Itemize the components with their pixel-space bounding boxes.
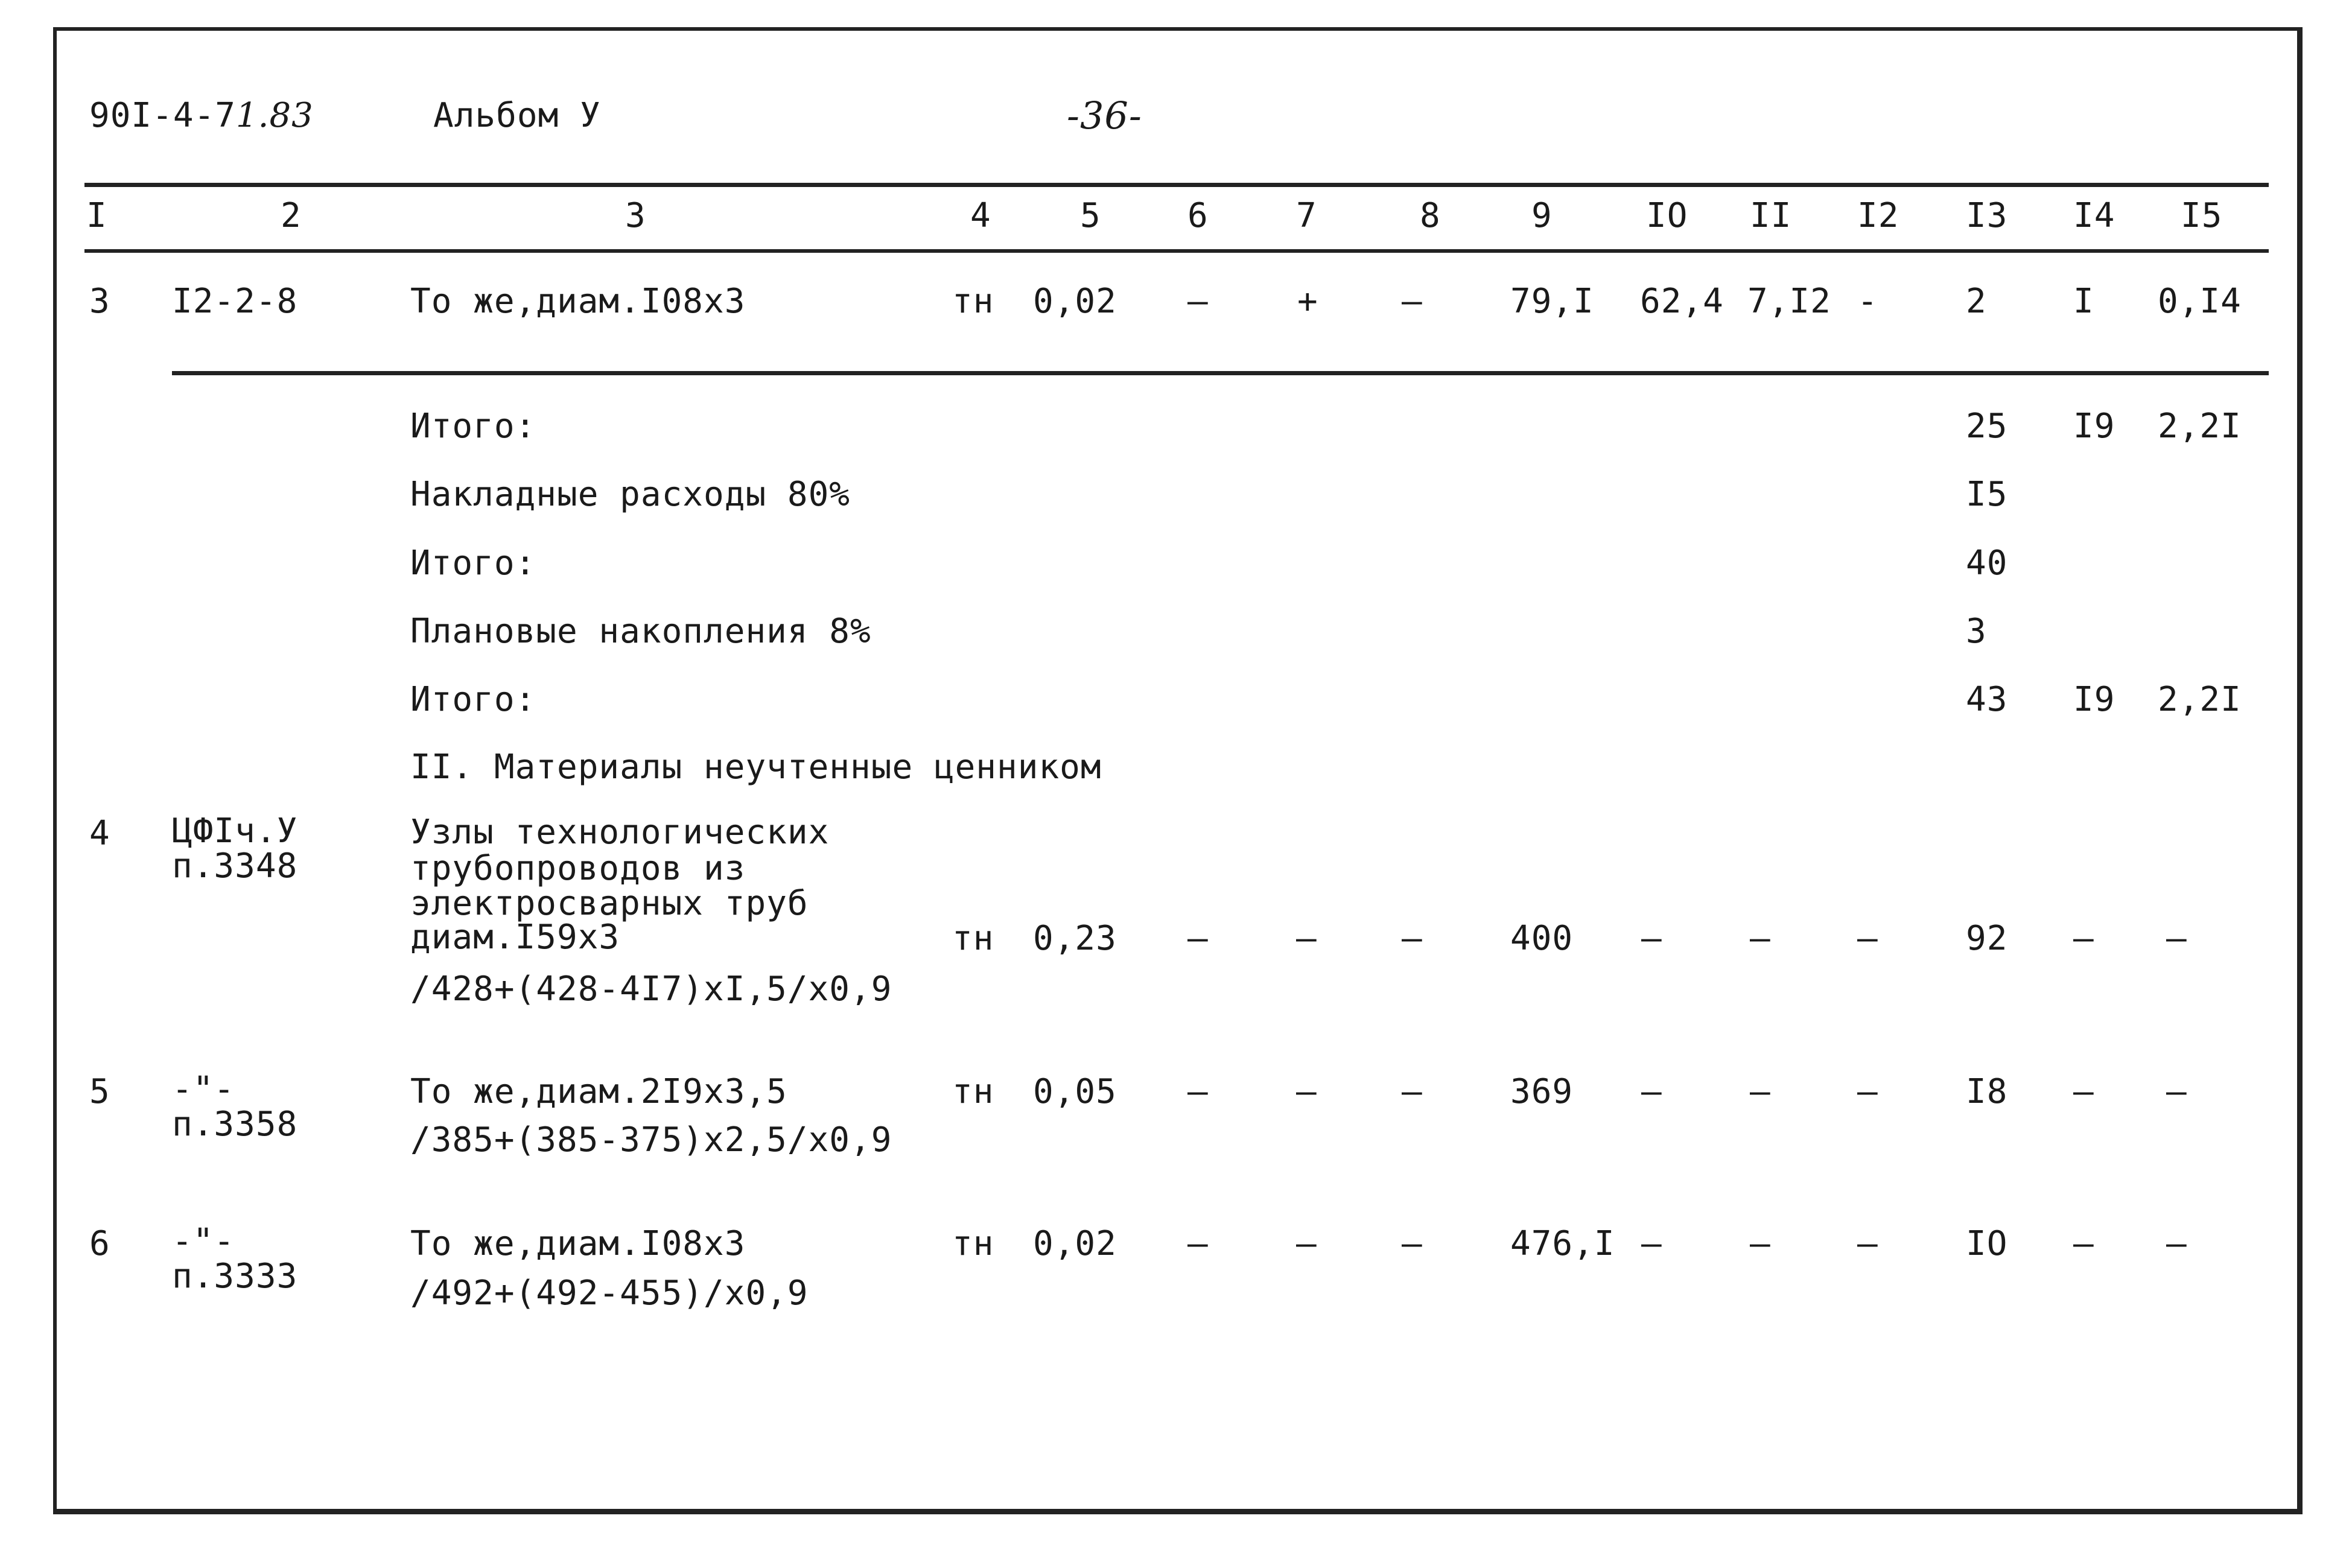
row-code-ref: п.3358 — [172, 1105, 298, 1144]
row-col7: – — [1296, 1072, 1317, 1111]
summary-col14: I9 — [2073, 407, 2115, 446]
row-col15: – — [2166, 1224, 2187, 1263]
summary-label: Итого: — [410, 407, 536, 446]
row-col10: – — [1641, 919, 1662, 958]
summary-label: Итого: — [410, 544, 536, 583]
col-header-12: I2 — [1857, 196, 1899, 235]
row-unit: тн — [952, 1072, 994, 1111]
row-qty: 0,02 — [1033, 282, 1117, 321]
row-col8: – — [1402, 282, 1423, 321]
row-col11: – — [1750, 919, 1771, 958]
header-top-rule — [84, 183, 2269, 187]
row-qty: 0,23 — [1033, 919, 1117, 958]
summary-label: Итого: — [410, 680, 536, 719]
summary-col14: I9 — [2073, 680, 2115, 719]
row-col14: – — [2073, 1224, 2094, 1263]
row-col7: + — [1297, 282, 1318, 321]
row-number: 4 — [89, 814, 110, 853]
row-code: I2-2-8 — [172, 282, 298, 321]
row-col14: – — [2073, 1072, 2094, 1111]
row-formula: /492+(492-455)/x0,9 — [410, 1274, 809, 1313]
row-qty: 0,02 — [1033, 1224, 1117, 1263]
col-header-8: 8 — [1420, 196, 1441, 235]
row-col8: – — [1402, 919, 1423, 958]
row-col11: 7,I2 — [1747, 282, 1831, 321]
summary-col15: 2,2I — [2158, 407, 2242, 446]
row-name: То же,диам.2I9x3,5 — [410, 1072, 787, 1111]
col-header-5: 5 — [1080, 196, 1101, 235]
row-name: диам.I59x3 — [410, 918, 620, 957]
row-col14: I — [2073, 282, 2094, 321]
row-col13: IO — [1966, 1224, 2008, 1263]
album-label: Альбом У — [433, 96, 601, 135]
row-col9: 369 — [1510, 1072, 1574, 1111]
row-unit: тн — [952, 282, 994, 321]
summary-label: Накладные расходы 80% — [410, 475, 851, 514]
row-col9: 476,I — [1510, 1224, 1615, 1263]
row-qty: 0,05 — [1033, 1072, 1117, 1111]
row-name: Узлы технологических — [410, 813, 830, 852]
col-header-3: 3 — [625, 196, 646, 235]
col-header-15: I5 — [2181, 196, 2223, 235]
row-number: 6 — [89, 1224, 110, 1263]
summary-col13: 3 — [1966, 612, 1987, 651]
row-unit: тн — [952, 919, 994, 958]
row-col9: 79,I — [1510, 282, 1594, 321]
row-col15: – — [2166, 1072, 2187, 1111]
row-col10: – — [1641, 1224, 1662, 1263]
row-code: ЦФIч.У — [172, 811, 298, 851]
row-col15: 0,I4 — [2158, 282, 2242, 321]
row-col11: – — [1750, 1224, 1771, 1263]
summary-col15: 2,2I — [2158, 680, 2242, 719]
row-col13: I8 — [1966, 1072, 2008, 1111]
row-col13: 2 — [1966, 282, 1987, 321]
row-col9: 400 — [1510, 919, 1574, 958]
col-header-10: IO — [1646, 196, 1688, 235]
row-col7: – — [1296, 919, 1317, 958]
row-col12: – — [1857, 1072, 1878, 1111]
row-col11: – — [1750, 1072, 1771, 1111]
row-col10: 62,4 — [1640, 282, 1724, 321]
row-name: То же,диам.I08x3 — [410, 282, 746, 321]
row-col6: – — [1187, 919, 1209, 958]
row-col10: – — [1641, 1072, 1662, 1111]
summary-label: Плановые накопления 8% — [410, 612, 871, 651]
col-header-1: I — [86, 196, 107, 235]
summary-col13: 43 — [1966, 680, 2008, 719]
col-header-14: I4 — [2073, 196, 2115, 235]
row-col8: – — [1402, 1224, 1423, 1263]
row-number: 5 — [89, 1072, 110, 1111]
row-code: -"- — [172, 1222, 235, 1261]
summary-col13: 40 — [1966, 544, 2008, 583]
row-formula: /428+(428-4I7)xI,5/x0,9 — [410, 970, 892, 1009]
row-col12: – — [1857, 1224, 1878, 1263]
row-col6: – — [1187, 1072, 1209, 1111]
summary-col13: 25 — [1966, 407, 2008, 446]
row-col12: - — [1857, 282, 1878, 321]
row-col6: – — [1187, 1224, 1209, 1263]
row-col8: – — [1402, 1072, 1423, 1111]
row-name: То же,диам.I08x3 — [410, 1224, 746, 1263]
col-header-4: 4 — [970, 196, 991, 235]
row-col6: – — [1187, 282, 1209, 321]
row-code-ref: п.3333 — [172, 1257, 298, 1296]
row-code-ref: п.3348 — [172, 846, 298, 886]
page-number: -36- — [1067, 94, 1142, 138]
row-col14: – — [2073, 919, 2094, 958]
col-header-2: 2 — [281, 196, 302, 235]
row-code: -"- — [172, 1070, 235, 1109]
doc-code-handwritten: 1.83 — [236, 96, 314, 135]
row-number: 3 — [89, 282, 110, 321]
header-bottom-rule — [84, 249, 2269, 253]
col-header-7: 7 — [1296, 196, 1317, 235]
col-header-11: II — [1750, 196, 1792, 235]
col-header-13: I3 — [1966, 196, 2008, 235]
row-unit: тн — [952, 1224, 994, 1263]
row-col7: – — [1296, 1224, 1317, 1263]
row-name: трубопроводов из — [410, 849, 746, 888]
row-formula: /385+(385-375)x2,5/x0,9 — [410, 1120, 892, 1160]
section-title: II. Материалы неучтенные ценником — [410, 747, 1102, 787]
col-header-6: 6 — [1187, 196, 1209, 235]
row-col13: 92 — [1966, 919, 2008, 958]
doc-code: 90I-4-71.83 — [89, 96, 314, 135]
row-name: электросварных труб — [410, 884, 809, 923]
subtotal-rule — [172, 371, 2269, 375]
row-col12: – — [1857, 919, 1878, 958]
summary-col13: I5 — [1966, 475, 2008, 514]
row-col15: – — [2166, 919, 2187, 958]
col-header-9: 9 — [1531, 196, 1553, 235]
